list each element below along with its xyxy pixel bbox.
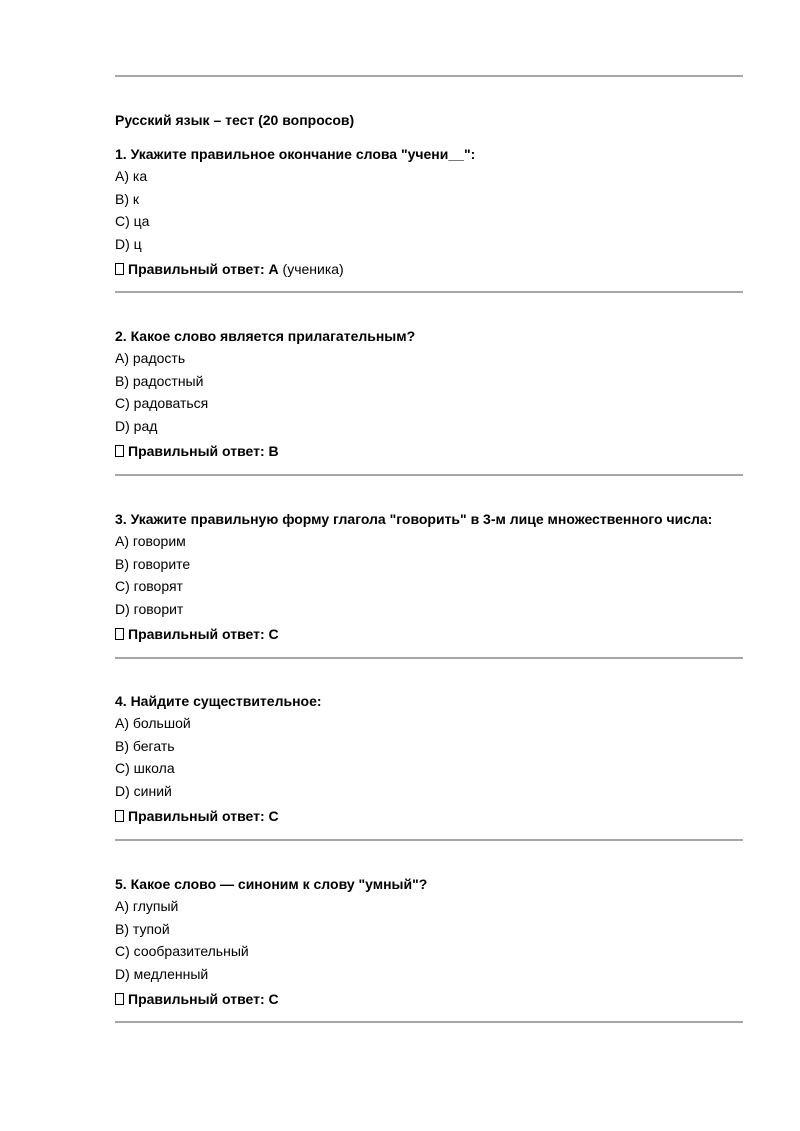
option-d: D) медленный: [115, 965, 209, 982]
option-b: B) говорите: [115, 555, 191, 572]
option-a: A) радость: [115, 350, 186, 366]
option-a: A) ка: [115, 168, 148, 184]
option-c: C) говорят: [115, 578, 183, 595]
answer-note: (ученика): [278, 261, 344, 278]
answer-letter: C: [268, 991, 279, 1008]
option-a: A) глупый: [115, 898, 179, 914]
test-title: Русский язык – тест (20 вопросов): [115, 112, 355, 128]
missing-glyph-icon: [115, 993, 124, 1005]
option-b: B) радостный: [115, 372, 204, 389]
question-text: 3. Укажите правильную форму глагола "говорить" в 3-м лице множественного числа:: [115, 511, 713, 527]
horizontal-rule: [115, 75, 743, 77]
option-d: D) синий: [115, 782, 172, 799]
question-text: 5. Какое слово — синоним к слову "умный"?: [115, 876, 428, 892]
option-b: B) бегать: [115, 737, 175, 754]
answer-label: Правильный ответ:: [128, 808, 265, 825]
answer-letter: B: [268, 443, 279, 460]
correct-answer: [115, 624, 743, 644]
option-c: C) школа: [115, 760, 175, 777]
option-b: B) тупой: [115, 920, 170, 937]
answer-label: Правильный ответ:: [128, 991, 265, 1008]
answer-label: Правильный ответ:: [128, 443, 265, 460]
missing-glyph-icon: [115, 263, 124, 275]
question-text: 4. Найдите существительное:: [115, 693, 322, 709]
option-c: C) радоваться: [115, 395, 209, 412]
correct-answer: [115, 989, 743, 1009]
correct-answer: [115, 806, 743, 826]
question-4: [115, 691, 743, 826]
option-d: D) говорит: [115, 600, 184, 617]
question-3: [115, 509, 743, 644]
horizontal-rule: [115, 291, 743, 293]
missing-glyph-icon: [115, 810, 124, 822]
option-b: B) к: [115, 190, 140, 207]
missing-glyph-icon: [115, 628, 124, 640]
correct-answer: [115, 441, 743, 461]
option-a: A) говорим: [115, 533, 186, 549]
answer-letter: A: [268, 261, 279, 278]
answer-letter: C: [268, 626, 279, 643]
question-2: [115, 326, 743, 461]
horizontal-rule: [115, 1021, 743, 1023]
answer-letter: C: [268, 808, 279, 825]
option-c: C) ца: [115, 213, 150, 230]
question-text: 2. Какое слово является прилагательным?: [115, 328, 416, 344]
answer-label: Правильный ответ:: [128, 261, 265, 278]
option-c: C) сообразительный: [115, 943, 249, 960]
option-d: D) ц: [115, 235, 142, 252]
answer-label: Правильный ответ:: [128, 626, 265, 643]
horizontal-rule: [115, 474, 743, 476]
correct-answer: [115, 259, 743, 279]
horizontal-rule: [115, 657, 743, 659]
question-text: 1. Укажите правильное окончание слова "учени__":: [115, 146, 476, 162]
horizontal-rule: [115, 839, 743, 841]
missing-glyph-icon: [115, 445, 124, 457]
question-1: [115, 144, 743, 279]
option-d: D) рад: [115, 417, 158, 434]
question-5: [115, 874, 743, 1009]
option-a: A) большой: [115, 715, 191, 731]
